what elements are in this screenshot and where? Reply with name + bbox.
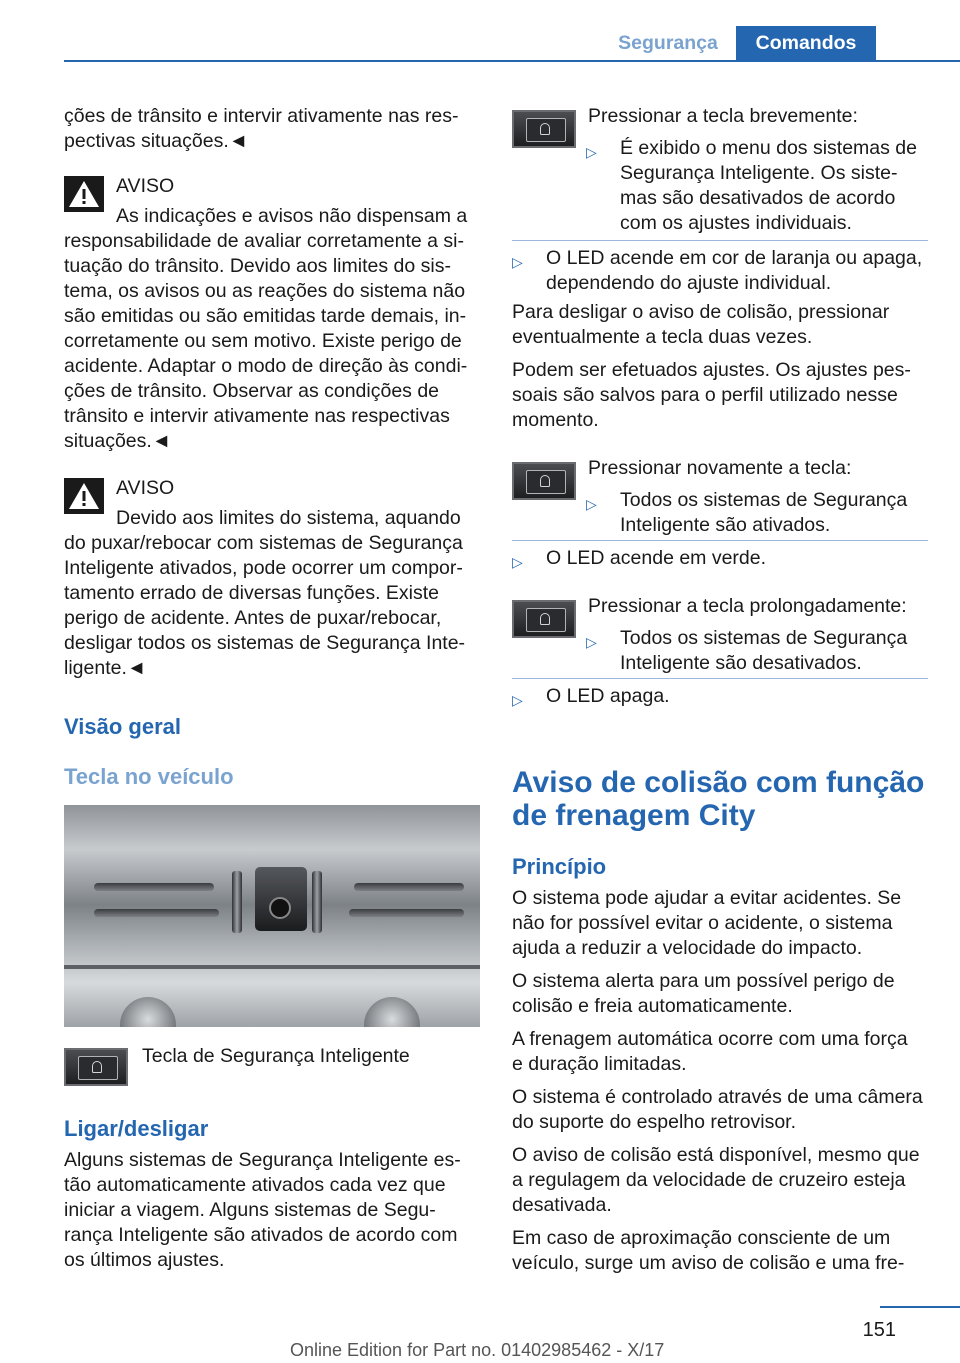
warning2-body: do puxar/rebocar com sistemas de Segurança Inteligente ativados, pode ocorrer um compor- tamento errado de diversas funções. Existe perigo de acidente. Antes de puxar/rebocar, desligar todos os sistemas de Segurança Inte- ligente.◄: [64, 532, 466, 679]
divider: [512, 240, 928, 241]
warning2-first-line: Devido aos limites do sistema, aquando: [116, 507, 461, 529]
intro-text: ções de trânsito e intervir ativamente nas res- pectivas situações.◄: [64, 105, 459, 152]
on-off-text: Alguns sistemas de Segurança Inteligente es- tão automaticamente ativados cada vez que iniciar a viagem. Alguns sistemas de Segu- rança Inteligente são ativados de acordo com os últimos ajustes.: [64, 1149, 461, 1271]
intelligent-safety-button-photo: [255, 867, 307, 931]
heading-principle: Princípio: [512, 854, 607, 879]
press-long-label: Pressionar a tecla prolongadamente:: [588, 595, 907, 617]
key-caption: Tecla de Segurança Inteligente: [142, 1045, 410, 1067]
settings-text: Podem ser efetuados ajustes. Os ajustes pes- soais são salvos para o perfil utilizado nesse momento.: [512, 359, 911, 431]
bullet-arrow-icon: ▷: [512, 554, 523, 570]
bullet-arrow-icon: ▷: [586, 496, 597, 512]
divider: [512, 678, 928, 679]
intelligent-safety-key-icon: [512, 462, 576, 500]
bullet-arrow-icon: ▷: [512, 254, 523, 270]
heading-key-in-vehicle: Tecla no veículo: [64, 764, 234, 789]
again-bullet-1: Todos os sistemas de Segurança Inteligente são ativados.: [620, 489, 908, 536]
footer-rule: [880, 1306, 960, 1308]
header-section: Segurança: [618, 32, 718, 54]
divider: [512, 540, 928, 541]
heading-overview: Visão geral: [64, 714, 181, 739]
header-chapter: Comandos: [736, 26, 876, 60]
warning1-body: responsabilidade de avaliar corretamente a si- tuação do trânsito. Devido aos limites do sis- tema, os avisos ou as reações do sistema não são emitidas ou são emitidas tarde demais, in- corretamente ou sem motivo. Existe perigo de acidente. Adaptar o modo de direção às condi- ções de trânsito. Observar as condições de trânsito e intervir ativamente nas respectivas situações.◄: [64, 230, 468, 452]
warning2-title: AVISO: [116, 477, 175, 499]
press-again-label: Pressionar novamente a tecla:: [588, 457, 852, 479]
principle-p2: O sistema alerta para um possível perigo de colisão e freia automaticamente.: [512, 970, 895, 1017]
off-collision-text: Para desligar o aviso de colisão, pressionar eventualmente a tecla duas vezes.: [512, 301, 890, 348]
warning1-title: AVISO: [116, 175, 175, 197]
bullet-arrow-icon: ▷: [586, 634, 597, 650]
header-rule: [64, 60, 960, 62]
long-bullet-2: O LED apaga.: [546, 685, 670, 707]
principle-p1: O sistema pode ajudar a evitar acidentes. Se não for possível evitar o acidente, o sistema ajuda a reduzir a velocidade do impacto.: [512, 887, 902, 959]
intelligent-safety-key-icon: [512, 110, 576, 148]
press-short-label: Pressionar a tecla brevemente:: [588, 105, 858, 127]
short-bullet-1: É exibido o menu dos sistemas de Segurança Inteligente. Os siste- mas são desativados de acordo com os ajustes individuais.: [620, 137, 917, 234]
heading-on-off: Ligar/desligar: [64, 1116, 209, 1141]
intelligent-safety-key-icon: [512, 600, 576, 638]
bullet-arrow-icon: ▷: [586, 144, 597, 160]
long-bullet-1: Todos os sistemas de Segurança Inteligente são desativados.: [620, 627, 908, 674]
page-number: 151: [862, 1319, 896, 1341]
principle-p6: Em caso de aproximação consciente de um veículo, surge um aviso de colisão e uma fre-: [512, 1227, 905, 1274]
again-bullet-2: O LED acende em verde.: [546, 547, 767, 569]
console-photo: [64, 805, 480, 1027]
intelligent-safety-key-icon: [64, 1048, 128, 1086]
bullet-arrow-icon: ▷: [512, 692, 523, 708]
warning-icon: [64, 478, 104, 514]
warning-icon: [64, 176, 104, 212]
warning1-first-line: As indicações e avisos não dispensam a: [116, 205, 468, 227]
principle-p5: O aviso de colisão está disponível, mesmo que a regulagem da velocidade de cruzeiro esteja desativada.: [512, 1144, 920, 1216]
heading-collision-warning: Aviso de colisão com função de frenagem City: [512, 766, 925, 832]
principle-p3: A frenagem automática ocorre com uma força e duração limitadas.: [512, 1028, 908, 1075]
edition-footer: Online Edition for Part no. 01402985462 - X/17: [290, 1340, 665, 1360]
short-bullet-2: O LED acende em cor de laranja ou apaga, dependendo do ajuste individual.: [546, 247, 923, 294]
principle-p4: O sistema é controlado através de uma câmera do suporte do espelho retrovisor.: [512, 1086, 923, 1133]
